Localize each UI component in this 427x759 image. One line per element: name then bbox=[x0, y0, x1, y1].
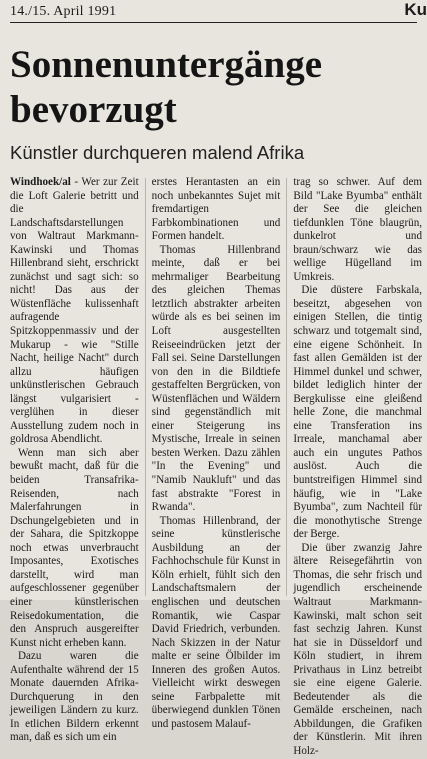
dateline: Windhoek/al bbox=[10, 176, 71, 188]
paragraph bbox=[10, 176, 139, 447]
paragraph: Wenn man sich aber bewußt macht, daß für die beiden Transafrika-Reisenden, nach Malerfahrungen in Dschungelgebieten und in der Sahara, die Spitzkoppe noch etwas unverbraucht Imposantes, Exotisches darstellt, wird man aufgeschlossener gegenüber einer künstlerischen Reisedokumentation, die den Anspruch ausgereifter Kunst nicht erheben kann. bbox=[10, 446, 139, 649]
issue-date: 14./15. April 1991 bbox=[10, 4, 117, 19]
column-2 bbox=[151, 176, 281, 730]
column-1 bbox=[10, 176, 139, 744]
masthead-fragment: Ku bbox=[404, 0, 427, 19]
paragraph: trag so schwer. Auf dem Bild "Lake Byumba" enthält der See die gleichen tiefdunklen Töne blaugrün, dunkelrot und braun/schwarz wie das wellige Hügelland im Umkreis. bbox=[293, 176, 423, 283]
header-rule bbox=[10, 22, 417, 23]
column-divider bbox=[286, 178, 287, 596]
column-3 bbox=[293, 176, 423, 757]
paragraph: Die über zwanzig Jahre ältere Reisegefährtin von Thomas, die sehr frisch und jugendlich erscheinende Waltraut Markmann-Kawinski, malt schon seit fast sechzig Jahren. Kunst hat sie in Düsseldorf und Köln studiert, in ihrem Privathaus in Linz betreibt sie eine eigene Galerie. Bedeutender als die Gemälde erscheinen, nach Abbildungen, die Grafiken der Künstlerin. Mit ihren Holz- bbox=[293, 541, 423, 757]
paragraph-text: - Wer zur Zeit die Loft Galerie betritt und die Landschaftsdarstellungen von Waltraut Markmann-Kawinski und Thomas Hillenbrand sieht, erschrickt zunächst und sagt sich: so nicht! Das aus der Wüstenfläche kulissenhaft aufragende Spitzkoppenmassiv und der Mukarup - wie "Stille Nacht, heilige Nacht" durch allzu häufigen unkünstlerischen Gebrauch längst vulgarisiert - verglühen in dieser Ausstellung zudem noch in goldrosa Abendlicht. bbox=[10, 176, 139, 446]
paragraph: Dazu waren die Aufenthalte während der 15 Monate dauernden Afrika-Durchquerung in den jeweiligen Ländern zu kurz. In etlichen Bildern erkennt man, daß es sich um ein bbox=[10, 650, 139, 744]
headline-line-1: Sonnenuntergänge bbox=[10, 43, 323, 86]
subheadline: Künstler durchqueren malend Afrika bbox=[10, 142, 305, 163]
paragraph: Thomas Hillenbrand, der seine künstlerische Ausbildung an der Fachhochschule für Kunst in Köln erhielt, fühlt sich den Landschaftsmalern der englischen und deutschen Romantik, wie Caspar David Friedrich, verbunden. Nach Skizzen in der Natur malte er seine Ölbilder im Inneren des großen Autos. Vielleicht wirkt deswegen seine Farbpalette mit überwiegend dunklen Tönen und pastosem Malauf- bbox=[151, 514, 281, 730]
headline-line-2: bevorzugt bbox=[10, 88, 177, 131]
headline bbox=[10, 42, 323, 132]
article-body bbox=[10, 176, 423, 757]
paragraph: Die düstere Farbskala, beseitzt, abgesehen von einigen Stellen, die tintig schwarz und totgemalt sind, eine eigene Schönheit. In fast allen Gemälden ist der Himmel dunkel und schwer, bildet lediglich hinter der Bergkulisse eine gleißend helle Zone, die manchmal eine Transferation ins Irreale, manchamal aber auch ein ungutes Pathos auslöst. Auch die buntstreifigen Himmel sind häufig, wie in "Lake Byumba", zum Nachteil für die monothytische Strenge der Berge. bbox=[293, 284, 423, 541]
paragraph: Thomas Hillenbrand meinte, daß er bei mehrmaliger Bearbeitung des gleichen Themas letztlich abstrakter arbeiten würde als es bei seinen im Loft ausgestellten Reiseeindrücken jetzt der Fall sei. Seine Darstellungen von den in die Bildtiefe gestaffelten Bergrücken, von Wüstenflächen und Wäldern sind gegenständlich mit einer Steigerung ins Mystische, Irreale in seinen besten Werken. Dazu zählen "In the Evening" und "Namib Naukluft" und das fast abstrakte "Forest in Rwanda". bbox=[151, 243, 281, 514]
column-divider bbox=[145, 178, 146, 596]
paragraph: erstes Herantasten an ein noch unbekanntes Sujet mit fremdartigen Farbkombinationen und Formen handelt. bbox=[151, 176, 281, 243]
